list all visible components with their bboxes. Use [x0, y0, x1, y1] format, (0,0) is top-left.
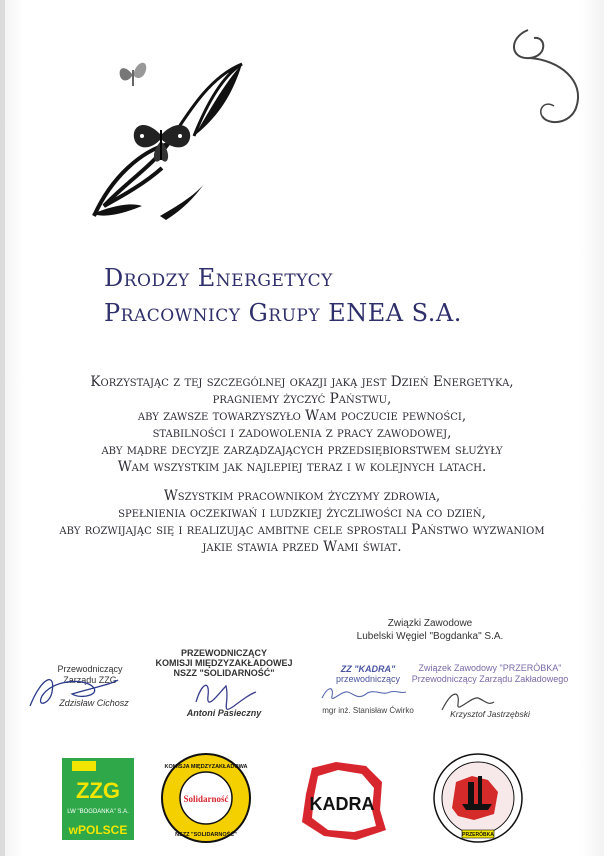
greeting-title-line2: Pracownicy Grupy ENEA S.A.: [104, 299, 462, 327]
unions-header-line1: Związki Zawodowe: [387, 618, 473, 629]
signature-name: Krzysztof Jastrzębski: [450, 709, 530, 719]
paragraph-line: aby rozwijając się i realizując ambitne cele sprostali Państwo wyzwaniom: [59, 522, 545, 538]
greeting-paragraph-2: [40, 488, 564, 556]
paragraph-line: Wam wszystkim jak najlepiej teraz i w kolejnych latach.: [117, 459, 487, 475]
page-edge-shadow: [0, 0, 5, 856]
handwritten-signature-icon: [438, 686, 498, 716]
solidarnosc-center: Solidarność: [183, 794, 229, 804]
solidarnosc-logo-icon: [160, 752, 252, 844]
signature-role: Zarządu ZZG: [63, 675, 117, 685]
signature-role: przewodniczący: [335, 674, 401, 684]
signature-name: mgr inż. Stanisław Ćwirko: [322, 706, 414, 715]
zzg-logo-icon: [62, 758, 134, 840]
zzg-logo-subtext: LW "BOGDANKA" S.A.: [67, 809, 129, 815]
zzg-logo-bottom: wPOLSCE: [68, 823, 128, 837]
signature-role: NSZZ "SOLIDARNOŚĆ": [173, 668, 275, 678]
przerobka-logo-icon: [432, 752, 524, 844]
signature-name: Zdzisław Cichosz: [59, 698, 129, 708]
signature-role: KOMISJI MIĘDZYZAKŁADOWEJ: [155, 658, 293, 668]
signature-role: Przewodniczący Zarządu Zakładowego: [411, 674, 569, 684]
przerobka-logo-label: PRZERÓBKA: [462, 832, 494, 838]
paragraph-line: Korzystając z tej szczególnej okazji jaką jest Dzień Energetyka,: [90, 374, 514, 390]
signature-name: Antoni Pasieczny: [186, 708, 262, 718]
unions-header: [330, 617, 530, 643]
handwritten-signature-icon: [190, 672, 260, 718]
zzg-logo-text: ZZG: [76, 778, 120, 803]
paragraph-line: aby zawsze towarzyszyło Wam poczucie pewności,: [137, 408, 467, 424]
butterfly-small: [120, 63, 147, 86]
greeting-paragraph-1: [40, 374, 564, 476]
unions-header-line2: Lubelski Węgiel "Bogdanka" S.A.: [356, 631, 504, 642]
signature-org: ZZ "KADRA": [340, 664, 396, 674]
solidarnosc-ring-top: KOMISJA MIĘDZYZAKŁADOWA: [164, 764, 248, 770]
paragraph-line: spełnienia oczekiwań i ludzkiej życzliwości na co dzień,: [118, 505, 486, 521]
signature-role: Przewodniczący: [57, 664, 123, 674]
solidarnosc-ring-bottom: NSZZ "SOLIDARNOŚĆ": [175, 832, 237, 838]
paragraph-line: jakie stawia przed Wami świat.: [202, 539, 402, 555]
signature-org: Związek Zawodowy "PRZERÓBKA": [418, 663, 562, 673]
greeting-title-line1: Drodzy Energetycy: [104, 264, 333, 292]
paragraph-line: Wszystkim pracownikom życzymy zdrowia,: [163, 488, 441, 504]
kadra-logo-text: KADRA: [309, 794, 375, 814]
union-logos-row: [0, 752, 604, 852]
paragraph-line: pragniemy życzyć Państwu,: [212, 391, 392, 407]
paragraph-line: stabilności i zadowolenia z pracy zawodowej,: [152, 425, 452, 441]
handwritten-signature-icon: [318, 682, 408, 706]
kadra-logo-icon: [296, 760, 388, 842]
signature-role: PRZEWODNICZĄCY: [181, 648, 267, 658]
handwritten-signature-icon: [22, 666, 122, 712]
corner-swirl-icon: [498, 20, 598, 130]
paragraph-line: aby mądre decyzje zarządzających przedsiębiorstwem służyły: [101, 442, 503, 458]
butterfly-ornament-icon: [82, 56, 252, 226]
